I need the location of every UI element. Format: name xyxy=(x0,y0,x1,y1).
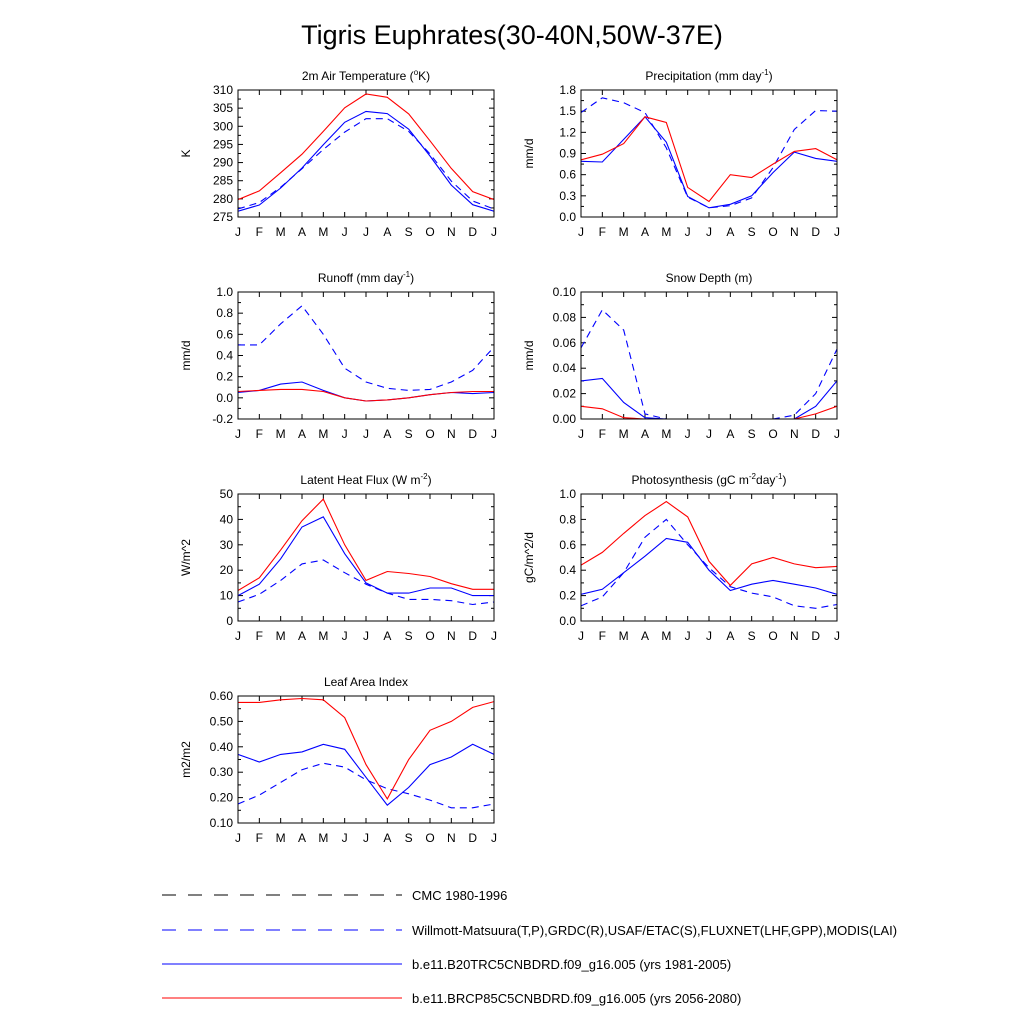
x-tick-label: J xyxy=(341,427,348,441)
x-tick-label: N xyxy=(789,225,799,239)
x-tick-label: D xyxy=(468,225,478,239)
panel-title: Latent Heat Flux (W $m^{-2}$) xyxy=(300,472,432,487)
x-tick-label: N xyxy=(789,629,799,643)
x-tick-label: J xyxy=(491,225,497,239)
x-tick-label: N xyxy=(446,225,456,239)
y-tick-label: 20 xyxy=(219,563,233,578)
x-tick-label: S xyxy=(404,427,413,441)
x-tick-label: O xyxy=(425,427,435,441)
panel-title: Leaf Area Index xyxy=(323,675,409,689)
x-tick-label: A xyxy=(640,629,650,643)
x-tick-label: A xyxy=(383,225,392,239)
series-line-obs xyxy=(238,306,494,391)
x-tick-label: J xyxy=(341,225,348,239)
series-line-model_hist xyxy=(581,378,837,419)
series-group xyxy=(581,98,837,208)
series-group xyxy=(238,306,494,401)
panel-title-after: ) xyxy=(427,473,432,487)
x-tick-label: J xyxy=(706,629,712,643)
x-tick-label: N xyxy=(789,427,799,441)
y-tick-label: 0.20 xyxy=(209,790,233,805)
x-tick-label: J xyxy=(363,225,369,239)
x-tick-label: D xyxy=(468,427,478,441)
panel-title: Precipitation (mm day$^{-1}$) xyxy=(645,68,773,83)
x-tick-label: J xyxy=(706,427,712,441)
x-tick-label: S xyxy=(747,225,756,239)
y-axis-label: mm/d xyxy=(522,138,536,169)
x-tick-label: A xyxy=(383,629,392,643)
series-line-model_hist xyxy=(238,744,494,805)
x-tick-label: F xyxy=(598,629,607,643)
y-tick-label: 30 xyxy=(219,537,233,552)
y-tick-label: 0.0 xyxy=(559,614,576,628)
legend xyxy=(162,888,897,1006)
y-tick-label: 0.6 xyxy=(559,167,576,182)
legend-label: b.e11.B20TRC5CNBDRD.f09_g16.005 (yrs 1981-2005) xyxy=(412,957,732,972)
x-tick-label: M xyxy=(661,629,672,643)
series-group xyxy=(238,94,494,211)
x-tick-label: F xyxy=(598,225,607,239)
x-tick-label: J xyxy=(491,831,497,845)
y-tick-label: 290 xyxy=(212,155,233,170)
x-tick-label: J xyxy=(834,225,840,239)
y-tick-label: 310 xyxy=(212,83,233,97)
y-tick-label: 1.0 xyxy=(216,285,233,299)
x-tick-label: A xyxy=(383,831,392,845)
x-tick-label: A xyxy=(297,831,307,845)
x-tick-label: J xyxy=(363,427,369,441)
series-group xyxy=(238,499,494,604)
y-tick-label: 0.4 xyxy=(559,563,576,578)
y-axis-label: mm/d xyxy=(179,340,193,371)
y-tick-label: 0.06 xyxy=(552,335,576,350)
x-tick-label: M xyxy=(275,831,286,845)
y-tick-label: 0.40 xyxy=(209,739,233,754)
panel-title-sup: o xyxy=(413,68,419,77)
series-line-model_hist xyxy=(238,382,494,401)
x-tick-label: J xyxy=(684,629,691,643)
x-tick-label: O xyxy=(768,427,778,441)
x-tick-label: M xyxy=(661,225,672,239)
x-tick-label: S xyxy=(404,225,413,239)
y-tick-label: 0.8 xyxy=(559,512,576,527)
page-title: Tigris Euphrates(30-40N,50W-37E) xyxy=(301,20,723,50)
y-axis-label: gC/m^2/d xyxy=(522,532,536,583)
y-tick-label: 0.0 xyxy=(559,210,576,224)
y-tick-label: 0.6 xyxy=(559,537,576,552)
chart-panel-4 xyxy=(522,271,840,441)
series-line-model_hist xyxy=(581,117,837,208)
x-tick-label: O xyxy=(425,629,435,643)
y-tick-label: 0.8 xyxy=(216,306,233,321)
y-tick-label: 0.0 xyxy=(216,390,233,405)
x-tick-label: F xyxy=(598,427,607,441)
y-axis-label: m2/m2 xyxy=(179,741,193,778)
legend-item-obs_cmc xyxy=(162,888,507,903)
chart-panel-5 xyxy=(179,472,497,643)
plot-frame xyxy=(238,90,494,217)
y-tick-label: 0.4 xyxy=(216,348,233,363)
y-tick-label: 0.08 xyxy=(552,310,576,325)
y-tick-label: 0.10 xyxy=(552,285,576,299)
y-tick-label: 0.60 xyxy=(209,689,233,703)
chart-panel-7 xyxy=(179,675,497,845)
plot-frame xyxy=(238,292,494,419)
x-tick-label: M xyxy=(318,629,329,643)
panel-title-sup: -1 xyxy=(403,270,411,279)
x-tick-label: J xyxy=(684,225,691,239)
y-tick-label: 50 xyxy=(219,487,233,501)
x-tick-label: A xyxy=(640,225,650,239)
legend-label: CMC 1980-1996 xyxy=(412,888,508,903)
x-tick-label: A xyxy=(297,629,307,643)
plot-frame xyxy=(581,494,837,621)
panel-title-sup: -1 xyxy=(761,68,769,77)
plot-frame xyxy=(238,696,494,823)
panel-title-after: day xyxy=(756,473,776,487)
series-line-model_future xyxy=(238,699,494,799)
x-tick-label: J xyxy=(578,629,584,643)
x-tick-label: J xyxy=(578,225,584,239)
panel-title-after: K) xyxy=(418,69,431,83)
y-tick-label: 0.9 xyxy=(559,146,576,161)
panel-title: Runoff (mm day$^{-1}$) xyxy=(317,270,415,285)
x-tick-label: N xyxy=(446,629,456,643)
y-axis-label: mm/d xyxy=(522,340,536,371)
series-line-model_future xyxy=(238,499,494,590)
x-tick-label: J xyxy=(834,629,840,643)
x-tick-label: D xyxy=(811,427,821,441)
y-tick-label: 0.04 xyxy=(552,361,576,376)
series-line-model_future xyxy=(581,117,837,202)
y-tick-label: 0.6 xyxy=(216,327,233,342)
y-tick-label: 0.50 xyxy=(209,714,233,729)
plot-frame xyxy=(238,494,494,621)
x-tick-label: J xyxy=(578,427,584,441)
y-tick-label: 0.2 xyxy=(559,588,576,603)
x-tick-label: J xyxy=(235,427,241,441)
y-tick-label: 300 xyxy=(212,119,233,134)
panel-title-after: ) xyxy=(782,473,787,487)
panel-title-sup: -1 xyxy=(775,472,783,481)
y-tick-label: 1.0 xyxy=(559,487,576,501)
y-tick-label: 10 xyxy=(219,588,233,603)
y-tick-label: -0.2 xyxy=(212,412,233,426)
chart-panel-3 xyxy=(179,270,497,441)
series-line-model_future xyxy=(238,94,494,200)
y-tick-label: 1.5 xyxy=(559,104,576,119)
x-tick-label: J xyxy=(341,831,348,845)
x-tick-label: J xyxy=(363,629,369,643)
x-tick-label: M xyxy=(275,427,286,441)
panel-title-after: ) xyxy=(768,69,773,83)
y-tick-label: 0.02 xyxy=(552,386,576,401)
panel-title: 2m Air Temperature ($^o$K) xyxy=(301,68,431,83)
series-line-model_future xyxy=(581,502,837,586)
series-group xyxy=(581,502,837,609)
series-line-obs xyxy=(581,519,837,608)
panel-title-sup: -2 xyxy=(420,472,428,481)
x-tick-label: F xyxy=(255,629,264,643)
y-axis-label: K xyxy=(179,149,193,158)
y-tick-label: 0.3 xyxy=(559,188,576,203)
legend-label: Willmott-Matsuura(T,P),GRDC(R),USAF/ETAC(S),FLUXNET(LHF,GPP),MODIS(LAI) xyxy=(412,923,898,938)
x-tick-label: J xyxy=(235,225,241,239)
x-tick-label: A xyxy=(726,427,735,441)
x-tick-label: O xyxy=(425,831,435,845)
x-tick-label: M xyxy=(318,831,329,845)
y-tick-label: 0.00 xyxy=(552,412,576,426)
x-tick-label: F xyxy=(255,225,264,239)
x-tick-label: A xyxy=(726,629,735,643)
panel-title: Photosynthesis (gC $m^{-2}day^{-1}$) xyxy=(631,472,787,487)
x-tick-label: J xyxy=(491,629,497,643)
x-tick-label: O xyxy=(768,225,778,239)
legend-item-model_future xyxy=(162,991,741,1006)
x-tick-label: D xyxy=(811,629,821,643)
x-tick-label: J xyxy=(235,629,241,643)
x-tick-label: M xyxy=(318,225,329,239)
chart-panel-6 xyxy=(522,472,840,643)
x-tick-label: N xyxy=(446,427,456,441)
y-tick-label: 1.8 xyxy=(559,83,576,97)
x-tick-label: F xyxy=(255,831,264,845)
x-tick-label: F xyxy=(255,427,264,441)
x-tick-label: A xyxy=(383,427,392,441)
series-line-obs xyxy=(581,310,837,419)
x-tick-label: M xyxy=(275,629,286,643)
x-tick-label: D xyxy=(468,831,478,845)
x-tick-label: S xyxy=(404,831,413,845)
x-tick-label: J xyxy=(363,831,369,845)
x-tick-label: J xyxy=(235,831,241,845)
x-tick-label: A xyxy=(640,427,650,441)
panel-title: Snow Depth (m) xyxy=(665,271,753,285)
series-group xyxy=(238,699,494,808)
x-tick-label: J xyxy=(491,427,497,441)
x-tick-label: N xyxy=(446,831,456,845)
x-tick-label: M xyxy=(618,629,629,643)
x-tick-label: M xyxy=(618,225,629,239)
y-tick-label: 1.2 xyxy=(559,125,576,140)
x-tick-label: J xyxy=(706,225,712,239)
y-tick-label: 0.2 xyxy=(216,369,233,384)
x-tick-label: M xyxy=(618,427,629,441)
x-tick-label: O xyxy=(425,225,435,239)
x-tick-label: D xyxy=(468,629,478,643)
x-tick-label: M xyxy=(661,427,672,441)
y-tick-label: 0.30 xyxy=(209,765,233,780)
chart-panel-1 xyxy=(179,68,497,239)
legend-label: b.e11.BRCP85C5CNBDRD.f09_g16.005 (yrs 2056-2080) xyxy=(412,991,742,1006)
panels xyxy=(179,68,840,845)
panel-title-sup: -2 xyxy=(748,472,757,481)
x-tick-label: A xyxy=(297,427,307,441)
x-tick-label: M xyxy=(318,427,329,441)
y-tick-label: 275 xyxy=(212,210,233,224)
plot-frame xyxy=(581,292,837,419)
y-tick-label: 280 xyxy=(212,191,233,206)
y-tick-label: 0.10 xyxy=(209,816,233,830)
x-tick-label: J xyxy=(341,629,348,643)
y-tick-label: 0 xyxy=(226,614,233,628)
x-tick-label: A xyxy=(297,225,307,239)
series-line-model_hist xyxy=(581,539,837,595)
y-axis-label: W/m^2 xyxy=(179,539,193,576)
y-tick-label: 295 xyxy=(212,137,233,152)
x-tick-label: A xyxy=(726,225,735,239)
x-tick-label: S xyxy=(404,629,413,643)
y-tick-label: 305 xyxy=(212,101,233,116)
legend-item-obs xyxy=(162,923,897,938)
x-tick-label: O xyxy=(768,629,778,643)
panel-title-after: ) xyxy=(410,271,415,285)
y-tick-label: 285 xyxy=(212,173,233,188)
x-tick-label: D xyxy=(811,225,821,239)
series-line-obs xyxy=(238,763,494,808)
series-line-model_future xyxy=(238,389,494,401)
series-line-obs xyxy=(238,119,494,209)
x-tick-label: S xyxy=(747,427,756,441)
series-group xyxy=(581,310,837,419)
chart-panel-2 xyxy=(522,68,840,239)
x-tick-label: M xyxy=(275,225,286,239)
x-tick-label: S xyxy=(747,629,756,643)
x-tick-label: J xyxy=(834,427,840,441)
legend-item-model_hist xyxy=(162,957,731,972)
x-tick-label: J xyxy=(684,427,691,441)
series-line-model_hist xyxy=(238,111,494,211)
y-tick-label: 40 xyxy=(219,512,233,527)
